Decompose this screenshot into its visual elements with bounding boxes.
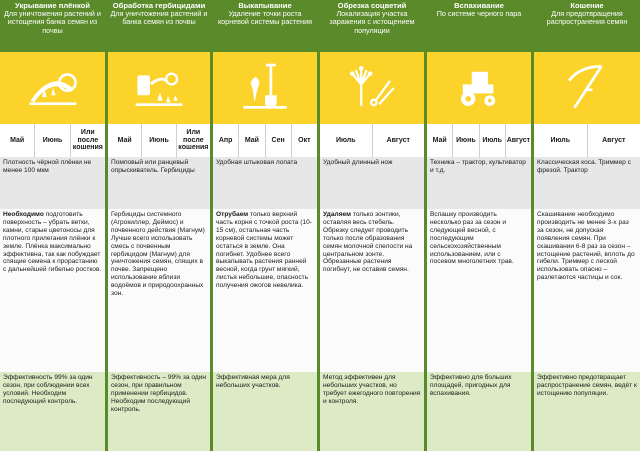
column-film	[0, 0, 105, 451]
column-divider	[210, 0, 213, 451]
tools-cell: Удобный длинный нож	[320, 157, 424, 209]
timing-cell: Май	[117, 136, 132, 144]
timing-row	[108, 124, 210, 158]
column-pruning	[320, 0, 424, 451]
effect-cell: Эффективность 99% за один сезон, при соблюдении всех условий. Необходим последующий контроль.	[0, 372, 105, 451]
header-title: Кошение	[570, 1, 604, 10]
film-covering-icon	[0, 52, 105, 124]
header-plowing	[427, 0, 531, 52]
header-pruning	[320, 0, 424, 52]
method-keyword: Отрубаем	[216, 211, 249, 218]
method-text: подготовить поверхность – убрать ветки, камни, старые цветоносы для плотного прилегания плёнки к земле. Плёнка максимально эффективна, так как побуждает спящие семена к прорастанию с дальнейшей гибелью ростков.	[3, 211, 102, 274]
timing-cell: Май	[10, 136, 25, 144]
timing-cell: Или после кошения	[176, 124, 210, 157]
header-subtitle: Локализация участка заражения с истощением популяции	[329, 9, 415, 35]
effect-cell: Эффективность – 99% за один сезон, при правильном применении гербицидов. Необходим последующий контроль.	[108, 372, 210, 451]
column-herbicide	[108, 0, 210, 451]
timing-cell: Май	[238, 124, 264, 157]
timing-row	[0, 124, 105, 158]
timing-cell: Июль	[550, 136, 571, 144]
effect-cell: Эффективно предотвращает распространение семян, ведёт к истощению популяции.	[534, 372, 640, 451]
tools-cell: Классическая коса. Триммер с фрезой. Трактор	[534, 157, 640, 209]
timing-cell: Май	[432, 136, 447, 144]
timing-cell: Июль	[335, 136, 356, 144]
header-title: Обработка гербицидами	[112, 1, 206, 10]
column-divider	[424, 0, 427, 451]
column-mowing	[534, 0, 640, 451]
timing-cell: Август	[505, 124, 531, 157]
scythe-icon	[534, 52, 640, 124]
header-subtitle: По системе черного пара	[436, 9, 522, 19]
method-cell: Скашивание необходимо производить не менее 3-х раз за сезон, не допуская появления семян. При скашивании 6-8 раз за сезон – истощение растений, вплоть до гибели. Триммер с леской использовать опасно – разлетаются частицы и сок.	[534, 209, 640, 372]
header-title: Выкапывание	[238, 1, 292, 10]
shovel-icon	[213, 52, 317, 124]
timing-cell: Июнь	[141, 124, 175, 157]
column-divider	[531, 0, 534, 451]
timing-row	[320, 124, 424, 158]
method-cell	[0, 209, 105, 372]
tools-cell: Помповый или ранцевый опрыскиватель. Гербициды	[108, 157, 210, 209]
column-digging	[213, 0, 317, 451]
effect-cell: Эффективно для больших площадей, пригодных для вспахивания.	[427, 372, 531, 451]
header-herbicide	[108, 0, 210, 52]
header-subtitle: Удаление точки роста корневой системы растения	[217, 9, 313, 27]
timing-cell: Август	[587, 124, 640, 157]
method-cell	[320, 209, 424, 372]
header-digging	[213, 0, 317, 52]
tools-cell: Плотность чёрной плёнки не менее 100 мкм	[0, 157, 105, 209]
method-cell: Гербициды системного (Агрокиллер, Деймос) и почвенного действия (Магнум) Лучше всего использовать смесь с почвенным гербицидом (Магнум) для уничтожения семян, спящих в почве. Запрещено использование вблизи водоёмов и природоохранных зон.	[108, 209, 210, 372]
header-title: Укрывание плёнкой	[15, 1, 90, 10]
timing-cell: Август	[372, 124, 425, 157]
tools-cell: Техника – трактор, культиватор и т.д.	[427, 157, 531, 209]
method-text: только верхний часть корня с точкой роста (10-15 см), остальная часть корневой системы может остаться в земле. Она погибнет. Удобнее всего выкапывать растения ранней весной, когда грунт мягкий, листья небольшие, опасность получения ожогов невелика.	[216, 211, 312, 290]
method-text: только зонтики, оставляя весь стебель. Обрезку следует проводить только после образования семян молочной спелости на центральном зонте. Обрезанные растения погибнут, не оставив семян.	[323, 211, 413, 274]
column-divider	[317, 0, 320, 451]
timing-cell: Июнь	[452, 124, 478, 157]
timing-row	[213, 124, 317, 158]
timing-row	[427, 124, 531, 158]
header-mowing	[534, 0, 640, 52]
header-title: Обрезка соцветий	[337, 1, 407, 10]
timing-cell: Апр	[218, 136, 233, 144]
timing-cell: Сен	[265, 124, 291, 157]
timing-cell: Июль	[479, 124, 505, 157]
timing-cell: Окт	[291, 124, 317, 157]
timing-row	[534, 124, 640, 158]
sprayer-icon	[108, 52, 210, 124]
pruner-icon	[320, 52, 424, 124]
effect-cell: Метод эффективен для небольших участков, но требует ежегодного повторения и контроля.	[320, 372, 424, 451]
header-title: Вспахивание	[454, 1, 504, 10]
tractor-icon	[427, 52, 531, 124]
timing-cell: Или после кошения	[70, 124, 105, 157]
header-film	[0, 0, 105, 52]
method-keyword: Удаляем	[323, 211, 352, 218]
header-subtitle: Для предотвращения распространения семян	[546, 9, 628, 27]
column-divider	[105, 0, 108, 451]
column-plowing	[427, 0, 531, 451]
header-subtitle: Для уничтожения растений и истощения банка семян из почвы	[4, 9, 101, 35]
effect-cell: Эффективная мера для небольших участков.	[213, 372, 317, 451]
timing-cell: Июнь	[34, 124, 69, 157]
method-cell	[213, 209, 317, 372]
header-subtitle: Для уничтожения растений и банка семян из почвы	[110, 9, 208, 27]
tools-cell: Удобная штыковая лопата	[213, 157, 317, 209]
method-cell: Вспашку производить несколько раз за сезон и следующей весной, с последующим сельскохозяйственным использованием, или с посевом многолетних трав.	[427, 209, 531, 372]
method-keyword: Необходимо	[3, 211, 44, 218]
